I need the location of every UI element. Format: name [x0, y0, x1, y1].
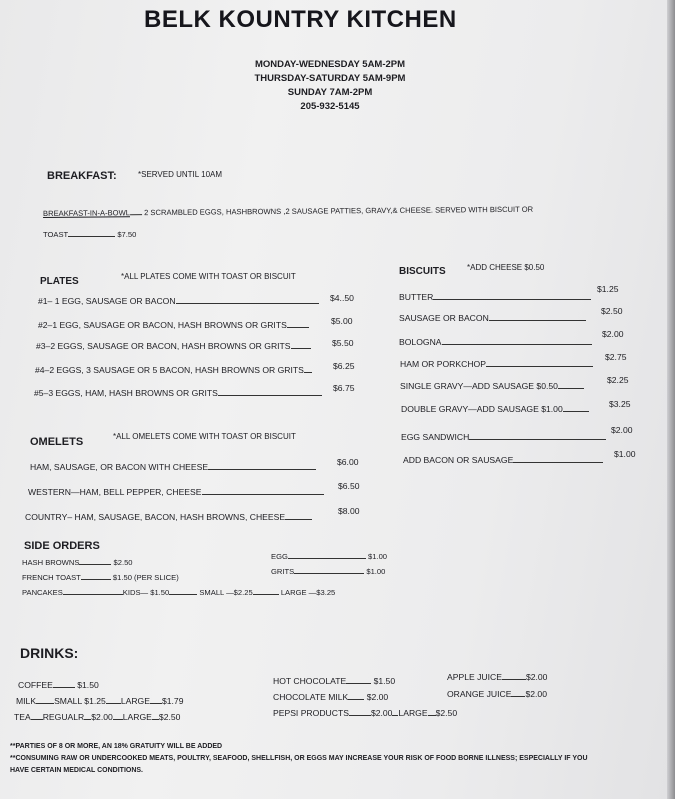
paper-edge-shadow	[667, 0, 675, 799]
omelet-item: HAM, SAUSAGE, OR BACON WITH CHEESE	[30, 462, 316, 472]
footer-warning: **CONSUMING RAW OR UNDERCOOKED MEATS, POULTRY, SEAFOOD, SHELLFISH, OR EGGS MAY INCREASE YOUR RISK OF FOOD BORNE ILLNESS; ESPECIALLY IF YOU	[10, 755, 588, 762]
side-egg: EGG $1.00	[271, 552, 388, 561]
hours-line-3: SUNDAY 7AM-2PM	[287, 87, 373, 98]
drinks-heading: DRINKS:	[20, 645, 79, 661]
side-pancakes: PANCAKES KIDS— $1.50 SMALL —$2.25 LARGE —$3.25	[22, 588, 336, 597]
breakfast-bowl-line	[43, 205, 533, 218]
plate-price: $5.00	[331, 316, 353, 326]
breakfast-bowl-name: BREAKFAST-IN-A-BOWL	[43, 208, 130, 218]
side-french-toast: FRENCH TOAST $1.50 (PER SLICE)	[22, 573, 179, 582]
breakfast-bowl-price: $7.50	[117, 230, 137, 239]
footer-notes	[10, 741, 588, 777]
biscuit-item: BUTTER	[399, 292, 591, 302]
breakfast-bowl-desc: 2 SCRAMBLED EGGS, HASHBROWNS ,2 SAUSAGE PATTIES, GRAVY,& CHEESE. SERVED WITH BISCUIT OR	[144, 204, 534, 218]
drink-chocolate-milk: CHOCOLATE MILK $2.00	[273, 692, 389, 702]
plate-item: #3–2 EGGS, SAUSAGE OR BACON, HASH BROWNS OR GRITS	[36, 341, 311, 351]
plate-item: #2–1 EGG, SAUSAGE OR BACON, HASH BROWNS OR GRITS	[38, 320, 309, 330]
biscuit-item: HAM OR PORKCHOP	[400, 359, 593, 369]
biscuit-price: $2.00	[611, 425, 633, 435]
biscuits-note: *ADD CHEESE $0.50	[467, 263, 545, 272]
hours-line-1: MONDAY-WEDNESDAY 5AM-2PM	[254, 59, 406, 70]
breakfast-heading: BREAKFAST:	[47, 170, 117, 182]
plate-item: #1– 1 EGG, SAUSAGE OR BACON	[38, 296, 319, 306]
plate-item: #4–2 EGGS, 3 SAUSAGE OR 5 BACON, HASH BROWNS OR GRITS	[35, 365, 312, 375]
plate-item: #5–3 EGGS, HAM, HASH BROWNS OR GRITS	[34, 388, 322, 398]
phone-number: 205-932-5145	[300, 101, 360, 112]
biscuit-price: $2.25	[607, 375, 629, 385]
biscuit-price: $2.75	[605, 352, 627, 362]
hours-line-2: THURSDAY-SATURDAY 5AM-9PM	[254, 73, 406, 84]
drink-coffee: COFFEE $1.50	[18, 680, 99, 690]
restaurant-title: BELK KOUNTRY KITCHEN	[144, 6, 457, 33]
drink-milk: MILK SMALL $1.25 LARGE $1.79	[16, 696, 184, 706]
side-grits: GRITS $1.00	[271, 567, 386, 576]
omelet-item: COUNTRY– HAM, SAUSAGE, BACON, HASH BROWNS, CHEESE	[25, 512, 312, 522]
drink-pepsi: PEPSI PRODUCTS $2.00 LARGE $2.50	[273, 708, 458, 718]
omelet-price: $8.00	[338, 506, 360, 516]
biscuit-price: $3.25	[609, 399, 631, 409]
plate-price: $4..50	[330, 293, 354, 303]
drink-hot-chocolate: HOT CHOCOLATE $1.50	[273, 676, 396, 686]
biscuit-price: $1.00	[614, 449, 636, 459]
biscuit-price: $2.00	[602, 329, 624, 339]
footer-gratuity: **PARTIES OF 8 OR MORE, AN 18% GRATUITY WILL BE ADDED	[10, 743, 223, 750]
hours-block	[0, 58, 660, 114]
breakfast-bowl-desc2: TOAST	[43, 230, 69, 239]
plate-price: $6.75	[333, 383, 355, 393]
plates-heading: PLATES	[40, 276, 79, 287]
drink-apple-juice: APPLE JUICE $2.00	[447, 672, 548, 682]
plate-price: $5.50	[332, 338, 354, 348]
drink-orange-juice: ORANGE JUICE $2.00	[447, 689, 547, 699]
omelet-item: WESTERN—HAM, BELL PEPPER, CHEESE	[28, 487, 324, 497]
biscuit-item: ADD BACON OR SAUSAGE	[403, 455, 603, 465]
breakfast-bowl-line-2	[43, 230, 136, 239]
biscuit-item: BOLOGNA	[399, 337, 592, 347]
biscuit-price: $2.50	[601, 306, 623, 316]
side-hash-browns: HASH BROWNS $2.50	[22, 558, 133, 567]
plates-note: *ALL PLATES COME WITH TOAST OR BISCUIT	[121, 272, 296, 281]
omelet-price: $6.00	[337, 457, 359, 467]
biscuit-item: SINGLE GRAVY—ADD SAUSAGE $0.50	[400, 381, 584, 391]
drink-tea: TEA REGUALR $2.00 LARGE $2.50	[14, 712, 181, 722]
plate-price: $6.25	[333, 361, 355, 371]
omelet-price: $6.50	[338, 481, 360, 491]
side-orders-heading: SIDE ORDERS	[24, 540, 100, 552]
omelets-note: *ALL OMELETS COME WITH TOAST OR BISCUIT	[113, 432, 296, 441]
breakfast-note: *SERVED UNTIL 10AM	[138, 170, 223, 179]
omelets-heading: OMELETS	[30, 436, 84, 448]
biscuit-item: SAUSAGE OR BACON	[399, 313, 586, 323]
biscuit-price: $1.25	[597, 284, 619, 294]
biscuit-item: EGG SANDWICH	[401, 432, 606, 442]
biscuits-heading: BISCUITS	[399, 266, 446, 277]
footer-warning-cont: HAVE CERTAIN MEDICAL CONDITIONS.	[10, 767, 144, 774]
biscuit-item: DOUBLE GRAVY—ADD SAUSAGE $1.00	[401, 404, 589, 414]
